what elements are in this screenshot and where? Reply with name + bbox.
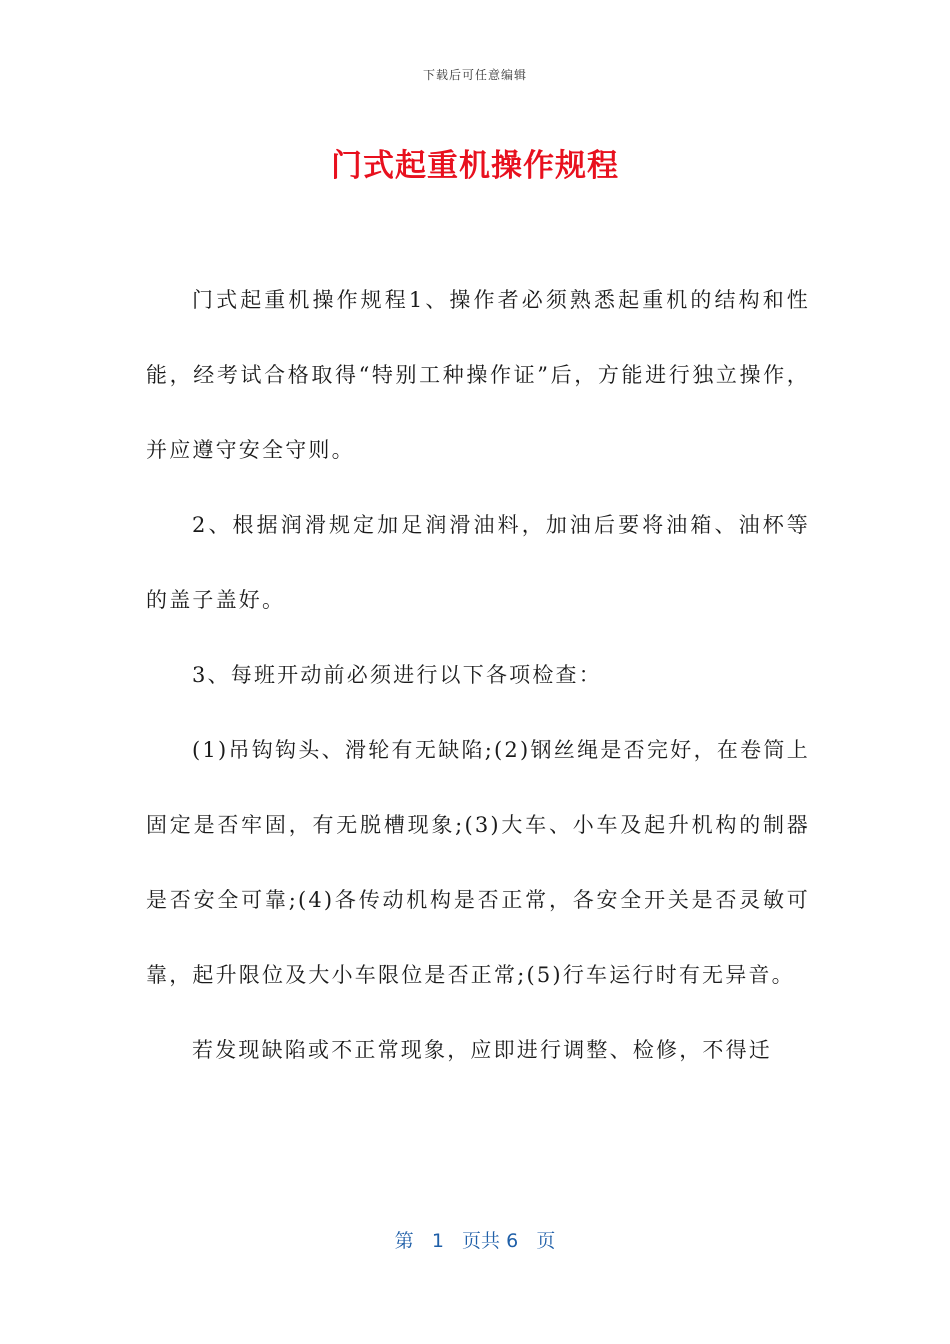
footer-page-suffix: 页	[536, 1230, 556, 1252]
paragraph: 若发现缺陷或不正常现象，应即进行调整、检修，不得迁	[192, 1038, 772, 1062]
document-body	[146, 263, 810, 1088]
page-footer	[0, 1226, 950, 1253]
paragraph: 3、每班开动前必须进行以下各项检查：	[192, 663, 602, 687]
footer-page-prefix: 第	[394, 1230, 414, 1252]
document-title: 门式起重机操作规程	[331, 148, 619, 184]
footer-current-page: 1	[431, 1230, 444, 1252]
paragraph: 2、根据润滑规定加足润滑油料，加油后要将油箱、油杯等的盖子盖好。	[146, 513, 810, 612]
paragraph: 门式起重机操作规程1、操作者必须熟悉起重机的结构和性能，经考试合格取得“特别工种操作证”后，方能进行独立操作，并应遵守安全守则。	[146, 288, 810, 462]
header-note: 下载后可任意编辑	[422, 68, 527, 82]
footer-total-pages: 6	[506, 1230, 519, 1252]
footer-page-middle: 页共	[462, 1230, 501, 1252]
paragraph: (1)吊钩钩头、滑轮有无缺陷;(2)钢丝绳是否完好，在卷筒上固定是否牢固，有无脱槽现象;(3)大车、小车及起升机构的制器是否安全可靠;(4)各传动机构是否正常，各安全开关是否灵敏可靠，起升限位及大小车限位是否正常;(5)行车运行时有无异音。	[146, 738, 810, 987]
